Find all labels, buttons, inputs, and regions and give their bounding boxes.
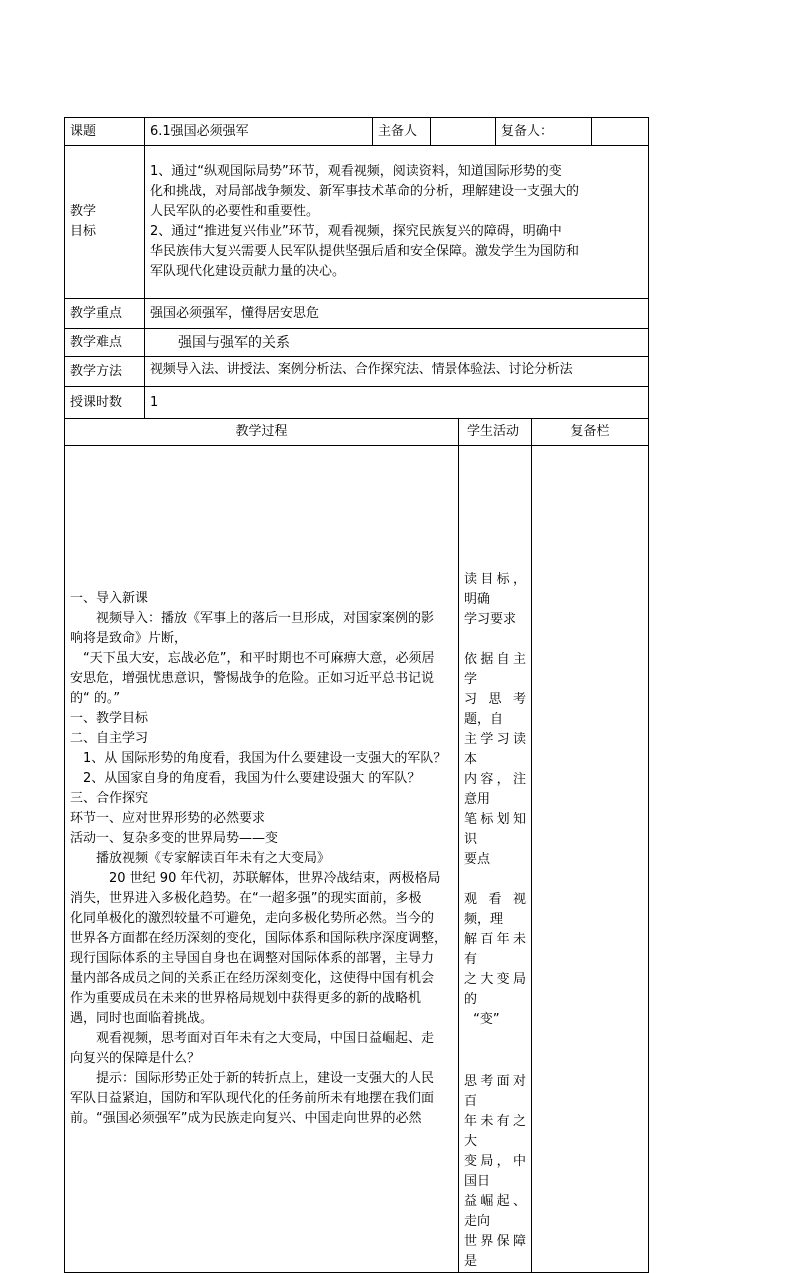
student-line: 学习要求 <box>464 612 517 627</box>
process-line: 遇，同时也面临着挑战。 <box>70 1011 214 1026</box>
process-header-row <box>65 419 649 446</box>
topic-value: 6.1强国必须强军 <box>145 118 373 146</box>
process-line: 二、自主学习 <box>70 731 149 746</box>
process-line: 20 世纪 90 年代初，苏联解体，世界冷战结束，两极格局 <box>109 871 441 886</box>
key-point-row <box>65 299 649 329</box>
hours-label: 授课时数 <box>65 387 145 419</box>
key-point-value: 强国必须强军，懂得居安思危 <box>145 299 649 329</box>
student-line: 世界保障是 <box>464 1234 526 1269</box>
methods-label: 教学方法 <box>65 357 145 387</box>
student-line: 年未有之大 <box>464 1114 526 1149</box>
process-line: 播放视频《专家解读百年未有之大变局》 <box>96 851 331 866</box>
lesson-plan-table <box>64 117 649 1273</box>
difficulty-row <box>65 329 649 357</box>
process-line: 视频导入：播放《军事上的落后一旦形成，对国家案例的影 <box>96 611 435 626</box>
objective-line: 1、通过“纵观国际局势”环节，观看视频，阅读资料，知道国际形势的变 <box>150 164 562 179</box>
objectives-content <box>145 146 649 299</box>
process-col-header: 教学过程 <box>65 419 459 446</box>
process-line: 2、从国家自身的角度看，我国为什么要建设强大 的军队？ <box>83 771 421 786</box>
process-content <box>65 446 459 1273</box>
lead-value <box>431 118 496 146</box>
student-line: 内容，注意用 <box>464 772 526 807</box>
student-line: 主学习读本 <box>464 732 526 767</box>
methods-row <box>65 357 649 387</box>
process-line: 消失，世界进入多极化趋势。在“一超多强”的现实面前，多极 <box>70 891 422 906</box>
co-value <box>592 118 649 146</box>
objective-line: 军队现代化建设贡献力量的决心。 <box>150 264 346 279</box>
process-line: 环节一、应对世界形势的必然要求 <box>70 811 266 826</box>
process-line: 响将是致命》片断， <box>70 631 188 646</box>
objective-line: 华民族伟大复兴需要人民军队提供坚强后盾和安全保障。激发学生为国防和 <box>150 244 580 259</box>
process-line: 一、导入新课 <box>70 591 149 606</box>
objective-line: 人民军队的必要性和重要性。 <box>150 204 320 219</box>
process-line: 量内部各成员之间的关系正在经历深刻变化，这使得中国有机会 <box>70 971 435 986</box>
process-line: 观看视频，思考面对百年未有之大变局，中国日益崛起、走 <box>96 1031 435 1046</box>
student-line: 依据自主学 <box>464 652 526 687</box>
process-line: 向复兴的保障是什么？ <box>70 1051 201 1066</box>
process-content-row <box>65 446 649 1273</box>
process-line: 的“ 的。” <box>70 691 121 706</box>
lead-label: 主备人 <box>373 118 431 146</box>
process-line: 现行国际体系的主导国自身也在调整对国际体系的部署，主导力 <box>70 951 435 966</box>
process-line: 活动一、复杂多变的世界局势——变 <box>70 831 279 846</box>
student-line: 读目标，明确 <box>464 572 526 607</box>
student-col-header: 学生活动 <box>459 419 532 446</box>
process-line: 安思危，增强忧患意识，警惕战争的危险。正如习近平总书记说 <box>70 671 435 686</box>
co-label: 复备人： <box>496 118 592 146</box>
student-line: 习思考题，自 <box>464 692 526 727</box>
student-line: 观看视频，理 <box>464 892 526 927</box>
process-line: 作为重要成员在未来的世界格局规划中获得更多的新的战略机 <box>70 991 422 1006</box>
objective-line: 化和挑战，对局部战争频发、新军事技术革命的分析，理解建设一支强大的 <box>150 184 580 199</box>
objective-line: 2、通过“推进复兴伟业”环节，观看视频，探究民族复兴的障碍，明确中 <box>150 224 562 239</box>
objectives-label-line2: 目标 <box>70 224 97 239</box>
review-col-header: 复备栏 <box>532 419 649 446</box>
student-line: 益崛起、走向 <box>464 1194 526 1229</box>
objectives-label-line1: 教学 <box>70 204 97 219</box>
student-line: 思考面对百 <box>464 1074 526 1109</box>
process-line: 世界各方面都在经历深刻的变化，国际体系和国际秩序深度调整， <box>70 931 448 946</box>
process-line: 化同单极化的激烈较量不可避免，走向多极化势所必然。当今的 <box>70 911 435 926</box>
hours-row <box>65 387 649 419</box>
key-point-label: 教学重点 <box>65 299 145 329</box>
process-line: “天下虽大安，忘战必危”，和平时期也不可麻痹大意，必须居 <box>83 651 435 666</box>
process-line: 前。“强国必须强军”成为民族走向复兴、中国走向世界的必然 <box>70 1111 422 1126</box>
difficulty-label: 教学难点 <box>65 329 145 357</box>
process-line: 三、合作探究 <box>70 791 149 806</box>
student-line: 笔标划知识 <box>464 812 526 847</box>
hours-value: 1 <box>145 387 649 419</box>
student-line: 变局，中国日 <box>464 1154 526 1189</box>
header-row <box>65 118 649 146</box>
difficulty-value: 强国与强军的关系 <box>145 329 649 357</box>
student-line: 要点 <box>464 852 491 867</box>
student-activity-content <box>459 446 532 1273</box>
student-line: “变” <box>473 1012 500 1027</box>
process-line: 1、从 国际形势的角度看，我国为什么要建设一支强大的军队？ <box>83 751 447 766</box>
process-line: 军队日益紧迫，国防和军队现代化的任务前所未有地摆在我们面 <box>70 1091 435 1106</box>
student-line: 解百年未有 <box>464 932 526 967</box>
process-line: 提示：国际形势正处于新的转折点上，建设一支强大的人民 <box>96 1071 435 1086</box>
methods-value: 视频导入法、讲授法、案例分析法、合作探究法、情景体验法、讨论分析法 <box>145 357 649 387</box>
process-line: 一、教学目标 <box>70 711 149 726</box>
topic-label: 课题 <box>65 118 145 146</box>
objectives-label <box>65 146 145 299</box>
review-column-content <box>532 446 649 1273</box>
objectives-row <box>65 146 649 299</box>
student-line: 之大变局的 <box>464 972 526 1007</box>
